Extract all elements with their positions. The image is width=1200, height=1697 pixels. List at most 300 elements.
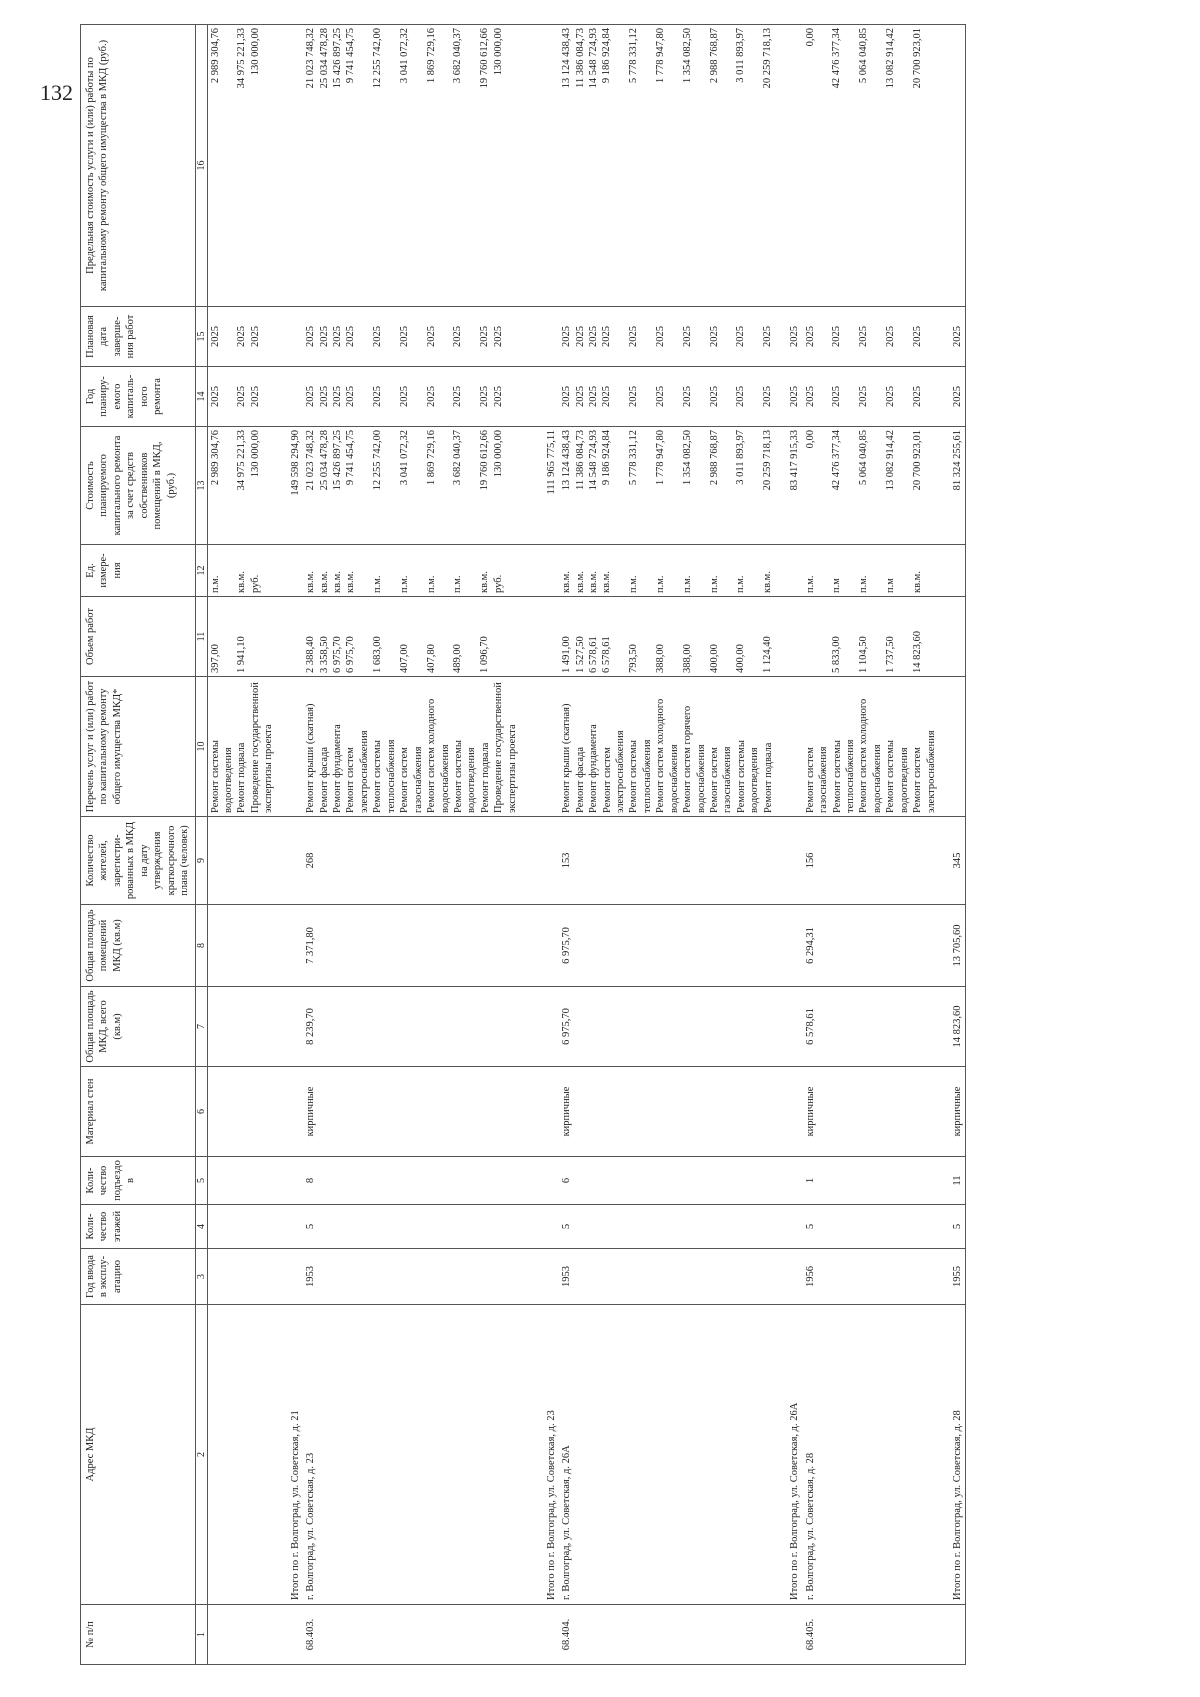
unit-cell-line: п.м. (372, 575, 384, 593)
year-cell: 1953 (559, 1249, 776, 1305)
repair-year-cell-line (411, 370, 424, 423)
volume-cell-line: 14 823,60 (911, 631, 923, 673)
cost-cell (533, 427, 559, 545)
volume-cell-line: 407,00 (398, 644, 410, 673)
unit-cell-line (667, 548, 680, 593)
cost-cell-line: 1 778 947,80 (654, 430, 666, 486)
finish-date-cell-line: 2025 (479, 326, 491, 347)
repair-year-cell-line: 2025 (601, 386, 613, 407)
address-cell: Итого по г. Волгоград, ул. Советская, д. 23 (533, 1305, 559, 1605)
material-cell: кирпичные (303, 1067, 533, 1157)
area-rooms-cell (776, 905, 802, 987)
cost-cell-line: 20 700 923,01 (911, 430, 923, 491)
finish-date-cell-line: 2025 (452, 326, 464, 347)
finish-date-cell (533, 307, 559, 367)
entrances-cell: 11 (939, 1157, 966, 1205)
repair-year-cell (533, 367, 559, 427)
cost-cell-line (262, 430, 275, 541)
finish-date-cell-line (721, 310, 734, 363)
unit-cell-line (748, 548, 761, 593)
finish-date-cell-line: 2025 (425, 326, 437, 347)
volume-cell-line (721, 600, 734, 673)
unit-cell-line (641, 548, 654, 593)
header-cell: Ед. измере-ния (81, 545, 196, 597)
unit-cell-line: п.м. (708, 575, 720, 593)
cost-cell-line (694, 430, 707, 541)
floors-cell (207, 1205, 277, 1249)
work-item: Ремонт систем газоснабжения (804, 746, 830, 813)
unit-cell-line: кв.м. (587, 571, 599, 593)
work-item: Ремонт системы водоотведения (209, 740, 234, 813)
volume-cell (533, 597, 559, 677)
address-cell: Итого по г. Волгоград, ул. Советская, д. 26А (776, 1305, 802, 1605)
finish-date-cell-line (411, 310, 424, 363)
limit-cost-cell-line (897, 28, 910, 303)
volume-cell-line: 388,00 (681, 644, 693, 673)
header-cell: Общая площадь помещений МКД (кв.м) (81, 905, 196, 987)
finish-date-cell-line: 2025 (587, 326, 599, 347)
header-cell: Общая площадь МКД, всего (кв.м) (81, 987, 196, 1067)
limit-cost-cell-line (694, 28, 707, 303)
unit-cell-line: кв.м. (345, 571, 357, 593)
unit-cell-line (721, 548, 734, 593)
repair-year-cell-line: 2025 (858, 386, 870, 407)
cost-cell-line (222, 430, 235, 541)
cost-cell (939, 427, 966, 545)
repair-year-cell-line: 2025 (479, 386, 491, 407)
cost-cell-line: 1 869 729,16 (425, 430, 437, 486)
material-cell (277, 1067, 303, 1157)
header-cell: Предельная стоимость услуги и (или) работы по капитальному ремонту общего имущества в МКД (руб.) (81, 25, 196, 307)
finish-date-cell-line: 2025 (249, 326, 261, 347)
cost-cell-line: 83 417 915,33 (789, 430, 801, 491)
work-item: Ремонт систем электроснабжения (601, 730, 626, 813)
limit-cost-cell-line: 1 869 729,16 (425, 28, 437, 84)
floors-cell (533, 1205, 559, 1249)
column-number-cell: 8 (195, 905, 207, 987)
unit-cell-line (222, 548, 235, 593)
residents-cell (207, 817, 277, 905)
header-cell: № п/п (81, 1605, 196, 1665)
cost-cell-line: 130 000,00 (249, 430, 261, 478)
repair-year-cell-line: 2025 (789, 386, 801, 407)
repair-year-cell (303, 367, 533, 427)
volume-cell-line: 397,00 (209, 644, 221, 673)
limit-cost-cell-line (411, 28, 424, 303)
works-cell (939, 677, 966, 817)
unit-cell-line: п.м (831, 578, 843, 593)
cost-cell-line (384, 430, 397, 541)
unit-cell-line: кв.м. (331, 571, 343, 593)
finish-date-cell-line: 2025 (372, 326, 384, 347)
row-number: 68.404. (559, 1605, 776, 1665)
repair-year-cell (207, 367, 277, 427)
limit-cost-cell-line: 20 700 923,01 (911, 28, 923, 89)
entrances-cell (776, 1157, 802, 1205)
finish-date-cell-line: 2025 (708, 326, 720, 347)
area-rooms-cell (533, 905, 559, 987)
material-cell (776, 1067, 802, 1157)
limit-cost-cell-line: 3 011 893,97 (735, 28, 747, 83)
area-total-cell: 14 823,60 (939, 987, 966, 1067)
row-number (939, 1605, 966, 1665)
finish-date-cell-line: 2025 (601, 326, 613, 347)
limit-cost-cell-line: 13 124 438,43 (561, 28, 573, 89)
column-number-cell: 3 (195, 1249, 207, 1305)
limit-cost-cell-line: 14 548 724,93 (587, 28, 599, 89)
limit-cost-cell-line: 11 386 084,73 (574, 28, 586, 88)
address-cell: г. Волгоград, ул. Советская, д. 23 (303, 1305, 533, 1605)
column-number-cell: 10 (195, 677, 207, 817)
limit-cost-cell-line: 12 255 742,00 (372, 28, 384, 89)
area-total-cell: 6 578,61 (803, 987, 939, 1067)
finish-date-cell-line (384, 310, 397, 363)
work-item: Ремонт фундамента (332, 724, 343, 813)
finish-date-cell-line: 2025 (654, 326, 666, 347)
residents-cell: 156 (803, 817, 939, 905)
cost-cell-line: 9 741 454,75 (345, 430, 357, 486)
volume-cell-line: 407,80 (425, 644, 437, 673)
column-number-cell: 12 (195, 545, 207, 597)
area-total-cell (207, 987, 277, 1067)
finish-date-cell (207, 307, 277, 367)
finish-date-cell-line: 2025 (331, 326, 343, 347)
repair-year-cell-line (545, 370, 558, 423)
floors-cell (277, 1205, 303, 1249)
year-cell (207, 1249, 277, 1305)
floors-cell (776, 1205, 802, 1249)
cost-cell-line (438, 430, 451, 541)
works-cell (277, 677, 303, 817)
limit-cost-cell-line (614, 28, 627, 303)
volume-cell-line (614, 600, 627, 673)
cost-cell (303, 427, 533, 545)
limit-cost-cell-line (817, 28, 830, 303)
volume-cell-line (438, 600, 451, 673)
cost-cell-line: 3 011 893,97 (735, 430, 747, 485)
header-cell: Материал стен (81, 1067, 196, 1157)
unit-cell-line: кв.м. (236, 571, 248, 593)
limit-cost-cell (803, 25, 939, 307)
works-cell (776, 677, 802, 817)
unit-cell-line: п.м. (654, 575, 666, 593)
limit-cost-cell-line (641, 28, 654, 303)
repair-year-cell-line: 2025 (561, 386, 573, 407)
limit-cost-cell-line: 9 186 924,84 (601, 28, 613, 84)
volume-cell-line (411, 600, 424, 673)
volume-cell-line: 1 941,10 (236, 636, 248, 673)
repair-year-cell-line: 2025 (952, 386, 964, 407)
column-number-cell: 6 (195, 1067, 207, 1157)
cost-cell-line (897, 430, 910, 541)
limit-cost-cell-line: 5 064 040,85 (858, 28, 870, 84)
volume-cell (559, 597, 776, 677)
finish-date-cell-line (667, 310, 680, 363)
column-number-cell: 15 (195, 307, 207, 367)
area-total-cell: 8 239,70 (303, 987, 533, 1067)
repair-year-cell-line: 2025 (831, 386, 843, 407)
finish-date-cell-line (614, 310, 627, 363)
area-rooms-cell (207, 905, 277, 987)
limit-cost-cell-line (748, 28, 761, 303)
volume-cell-line: 6 975,70 (331, 636, 343, 673)
header-cell: Адрес МКД (81, 1305, 196, 1605)
unit-cell-line (788, 548, 801, 593)
finish-date-cell-line: 2025 (735, 326, 747, 347)
residents-cell (277, 817, 303, 905)
volume-cell-line: 3 358,50 (318, 636, 330, 673)
unit-cell-line: п.м. (804, 575, 816, 593)
unit-cell-line (694, 548, 707, 593)
limit-cost-cell-line: 9 741 454,75 (345, 28, 357, 84)
floors-cell: 5 (559, 1205, 776, 1249)
finish-date-cell-line (438, 310, 451, 363)
finish-date-cell-line (844, 310, 857, 363)
unit-cell (207, 545, 277, 597)
entrances-cell (207, 1157, 277, 1205)
volume-cell-line: 1 527,50 (574, 636, 586, 673)
finish-date-cell-line: 2025 (561, 326, 573, 347)
repair-year-cell-line: 2025 (425, 386, 437, 407)
work-item: Ремонт подвала (762, 742, 774, 813)
finish-date-cell-line (222, 310, 235, 363)
material-cell: кирпичные (559, 1067, 776, 1157)
cost-cell-line: 21 023 748,32 (305, 430, 317, 491)
cost-cell (207, 427, 277, 545)
finish-date-cell-line (817, 310, 830, 363)
cost-cell-line: 149 598 294,90 (289, 430, 301, 496)
area-rooms-cell: 7 371,80 (303, 905, 533, 987)
year-cell: 1955 (939, 1249, 966, 1305)
limit-cost-cell (303, 25, 533, 307)
unit-cell-line (518, 548, 531, 593)
finish-date-cell-line: 2025 (345, 326, 357, 347)
volume-cell-line (667, 600, 680, 673)
unit-cell-line (262, 548, 275, 593)
area-total-cell (277, 987, 303, 1067)
work-item: Ремонт систем холодного водоснабжения (858, 698, 883, 813)
limit-cost-cell (939, 25, 966, 307)
volume-cell-line (897, 600, 910, 673)
work-item: Ремонт системы водоотведения (452, 740, 478, 813)
column-number-cell: 5 (195, 1157, 207, 1205)
limit-cost-cell-line (721, 28, 734, 303)
finish-date-cell-line: 2025 (858, 326, 870, 347)
cost-cell-line (358, 430, 371, 541)
unit-cell-line (411, 548, 424, 593)
repair-year-cell-line: 2025 (911, 386, 923, 407)
limit-cost-cell-line (951, 28, 964, 303)
cost-cell-line (641, 430, 654, 541)
work-item: Ремонт системы теплоснабжения (628, 739, 653, 813)
column-number-cell: 14 (195, 367, 207, 427)
limit-cost-cell-line (358, 28, 371, 303)
finish-date-cell-line (897, 310, 910, 363)
cost-cell-line: 5 064 040,85 (858, 430, 870, 486)
works-cell (533, 677, 559, 817)
repair-year-cell-line: 2025 (681, 386, 693, 407)
table-row (303, 25, 533, 1665)
volume-cell-line: 6 578,61 (601, 636, 613, 673)
unit-cell-line (465, 548, 478, 593)
column-number-cell: 7 (195, 987, 207, 1067)
repair-year-cell-line: 2025 (345, 386, 357, 407)
volume-cell-line (641, 600, 654, 673)
unit-cell-line: кв.м. (762, 571, 774, 593)
repair-year-cell-line: 2025 (236, 386, 248, 407)
finish-date-cell-line: 2025 (762, 326, 774, 347)
unit-cell-line (505, 548, 518, 593)
rotated-table-sheet (80, 25, 1200, 1665)
cost-cell-line: 3 682 040,37 (452, 430, 464, 486)
limit-cost-cell-line: 25 034 478,28 (318, 28, 330, 89)
unit-cell-line (545, 548, 558, 593)
unit-cell (303, 545, 533, 597)
entrances-cell: 6 (559, 1157, 776, 1205)
volume-cell-line (788, 600, 801, 673)
repair-year-cell-line: 2025 (452, 386, 464, 407)
repair-year-cell-line (667, 370, 680, 423)
table-row (207, 25, 277, 1665)
cost-cell-line: 14 548 724,93 (587, 430, 599, 491)
repair-year-cell-line (222, 370, 235, 423)
table-header (81, 25, 208, 1665)
volume-cell-line (249, 600, 262, 673)
limit-cost-cell-line: 20 259 718,13 (762, 28, 774, 89)
area-rooms-cell: 6 975,70 (559, 905, 776, 987)
cost-cell-line: 111 965 775,11 (545, 430, 557, 495)
work-item: Ремонт систем холодного водоснабжения (426, 698, 451, 813)
unit-cell (776, 545, 802, 597)
unit-cell (533, 545, 559, 597)
area-rooms-cell: 13 705,60 (939, 905, 966, 987)
limit-cost-cell-line (545, 28, 558, 303)
column-number-cell: 1 (195, 1605, 207, 1665)
residents-cell (776, 817, 802, 905)
unit-cell-line: п.м. (209, 575, 221, 593)
limit-cost-cell (533, 25, 559, 307)
finish-date-cell (776, 307, 802, 367)
work-item: Ремонт крыши (скатная) (561, 703, 573, 813)
header-cell: Плановая дата заверше-ния работ (81, 307, 196, 367)
finish-date-cell-line (262, 310, 275, 363)
finish-date-cell-line (545, 310, 558, 363)
year-cell (776, 1249, 802, 1305)
repair-year-cell-line: 2025 (492, 386, 504, 407)
unit-cell-line: руб. (492, 574, 504, 593)
volume-cell-line: 6 975,70 (345, 636, 357, 673)
repair-year-cell-line (871, 370, 884, 423)
total-row (533, 25, 559, 1665)
column-number-cell: 13 (195, 427, 207, 545)
unit-cell-line (871, 548, 884, 593)
unit-cell-line: кв.м. (305, 571, 317, 593)
unit-cell-line: п.м. (398, 575, 410, 593)
volume-cell-line (871, 600, 884, 673)
table-row (559, 25, 776, 1665)
repair-year-cell-line: 2025 (249, 386, 261, 407)
finish-date-cell (939, 307, 966, 367)
finish-date-cell-line: 2025 (804, 326, 816, 347)
volume-cell (803, 597, 939, 677)
unit-cell-line: кв.м. (561, 571, 573, 593)
volume-cell-line (545, 600, 558, 673)
finish-date-cell-line: 2025 (628, 326, 640, 347)
repair-year-cell-line (289, 370, 302, 423)
volume-cell (776, 597, 802, 677)
row-number (277, 1605, 303, 1665)
limit-cost-cell (277, 25, 303, 307)
repair-year-cell-line (505, 370, 518, 423)
volume-cell-line: 6 578,61 (587, 636, 599, 673)
unit-cell-line: п.м. (735, 575, 747, 593)
row-number (776, 1605, 802, 1665)
row-number (207, 1605, 277, 1665)
address-cell: Итого по г. Волгоград, ул. Советская, д. 21 (277, 1305, 303, 1605)
volume-cell-line: 388,00 (654, 644, 666, 673)
unit-cell (939, 545, 966, 597)
cost-cell (277, 427, 303, 545)
cost-cell-line: 15 426 897,25 (331, 430, 343, 491)
area-rooms-cell: 6 294,31 (803, 905, 939, 987)
repair-year-cell-line: 2025 (305, 386, 317, 407)
area-total-cell: 6 975,70 (559, 987, 776, 1067)
cost-cell-line: 130 000,00 (492, 430, 504, 478)
cost-cell-line: 12 255 742,00 (372, 430, 384, 491)
repair-year-cell (776, 367, 802, 427)
limit-cost-cell-line: 21 023 748,32 (305, 28, 317, 89)
header-cell: Коли-чество подъездо в (81, 1157, 196, 1205)
unit-cell-line: п.м (884, 578, 896, 593)
unit-cell (559, 545, 776, 597)
limit-cost-cell-line: 2 989 304,76 (209, 28, 221, 84)
limit-cost-cell-line: 5 778 331,12 (628, 28, 640, 84)
works-cell (559, 677, 776, 817)
repair-year-cell-line: 2025 (628, 386, 640, 407)
finish-date-cell-line: 2025 (681, 326, 693, 347)
limit-cost-cell-line (262, 28, 275, 303)
repair-year-cell (803, 367, 939, 427)
cost-cell-line (518, 430, 531, 541)
finish-date-cell-line (871, 310, 884, 363)
unit-cell-line: кв.м. (318, 571, 330, 593)
cost-cell-line (614, 430, 627, 541)
unit-cell-line: п.м. (628, 575, 640, 593)
volume-cell-line: 489,00 (452, 644, 464, 673)
work-item: Ремонт фундамента (588, 724, 600, 813)
limit-cost-cell-line (667, 28, 680, 303)
cost-cell-line: 3 041 072,32 (398, 430, 410, 486)
work-item: Ремонт подвала (479, 742, 491, 813)
floors-cell: 5 (803, 1205, 939, 1249)
entrances-cell: 8 (303, 1157, 533, 1205)
year-cell: 1956 (803, 1249, 939, 1305)
repair-year-cell-line (614, 370, 627, 423)
residents-cell: 268 (303, 817, 533, 905)
repair-year-cell-line: 2025 (398, 386, 410, 407)
column-number-cell: 11 (195, 597, 207, 677)
finish-date-cell-line (505, 310, 518, 363)
repair-year-cell-line: 2025 (318, 386, 330, 407)
volume-cell-line (262, 600, 275, 673)
limit-cost-cell-line: 2 988 768,87 (708, 28, 720, 84)
volume-cell (277, 597, 303, 677)
work-item: Ремонт систем горячего водоснабжения (682, 705, 707, 813)
cost-cell-line: 0,00 (804, 430, 816, 449)
finish-date-cell (303, 307, 533, 367)
area-total-cell (776, 987, 802, 1067)
unit-cell (277, 545, 303, 597)
